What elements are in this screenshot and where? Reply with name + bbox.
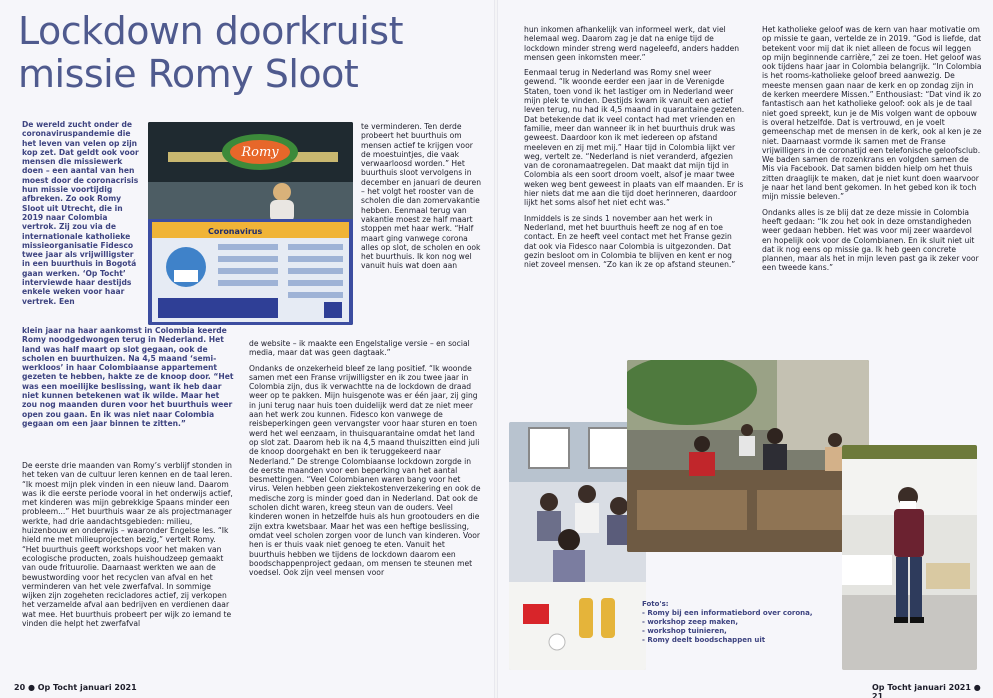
photo-groceries-image — [842, 445, 977, 670]
column-1-body: De eerste drie maanden van Romy’s verblijf stonden in het teken van de cultuur leren kennen en de taal leren. “Ik moest mijn plek vinden in een nieuw land. Daarom was ik die eerste periode vooral in het onderwijs actief, met kinderen was mijn gebrekkige Spaans minder een probleem...” Het buurthuis waar ze als projectmanager werkte, had drie aandachtsgebieden: milieu, huizenbouw en onderwijs – waaronder Engelse les. “Ik hield me met milieuprojecten bezig,” vertelt Romy. “Het buurthuis geeft workshops voor het maken van ecologische producten, zoals huishoudzeep gemaakt van oude frituurolie. Daarnaast werkten we aan de bewustwording voor het recyclen van afval en het verminderen van het vele zwerfafval. In sommige wijken zijn zogeheten recicladores actief, zij verkopen het verzamelde afval aan bedrijven en verdienen daar wat mee. Het buurthuis probeert per wijk zo iemand te vinden die helpt het zwerfafval — [22, 461, 233, 629]
intro-text-wide: klein jaar na haar aankomst in Colombia keerde Romy noodgedwongen terug in Nederland. Het land was half maart op slot gegaan, ook de scholen en buurthuizen. Na 4,5 maand ‘semi-werkloos’ in haar Colombiaanse appartement gezeten te hebben, hakte ze de knoop door. “Het was een moeilijke beslissing, want ik heb daar niet kunnen betekenen wat ik wilde. Maar het zou nog maanden duren voor het buurthuis weer open zou gaan. En ik was niet naar Colombia gegaan om een jaar binnen te zitten.” — [22, 326, 234, 428]
photo-workshop-soap — [509, 422, 646, 670]
photo-workshop-soap-image — [509, 422, 646, 670]
caption-item: - Romy deelt boodschappen uit — [642, 636, 766, 644]
photo-board-title: Coronavirus — [208, 227, 263, 236]
article-title — [18, 10, 488, 96]
page-gutter — [494, 0, 498, 698]
page-number-left: 20 — [14, 683, 26, 692]
photo-workshop-garden — [627, 360, 869, 552]
footer-left-text: Op Tocht januari 2021 — [37, 683, 137, 692]
caption-heading: Foto's: — [642, 600, 669, 608]
intro-text-narrow: De wereld zucht onder de coronaviruspandemie die het leven van velen op zijn kop zet. Dat geldt ook voor mensen die missiewerk doen – een aantal van hen moest door de coronacrisis hun missie voortijdig afbreken. Zo ook Romy Sloot uit Utrecht, die in 2019 naar Colombia vertrok. Zij zou via de internationale katholieke missieorganisatie Fidesco twee jaar als vrijwilligster in een buurthuis in Bogotá gaan werken. ‘Op Tocht’ interviewde haar destijds enkele weken voor haar vertrek. Een — [22, 120, 139, 306]
page-number-right: 21 — [872, 692, 884, 698]
photo-captions — [642, 600, 847, 645]
caption-item: - workshop tuinieren, — [642, 627, 727, 635]
column-2-top: te verminderen. Ten derde probeert het buurthuis om mensen actief te krijgen voor de moestuintjes, die vaak verwaarloosd worden.” Het buurthuis sloot vervolgens in december en januari de deuren – het volgt het rooster van de scholen die dan zomervakantie hebben. Eenmaal terug van vakantie moest ze half maart stoppen met haar werk. “Half maart ging vanwege corona alles op slot, de scholen en ook het buurthuis. Ik kon nog wel vanuit huis wat doen aan — [361, 122, 482, 271]
column-4: Het katholieke geloof was de kern van haar motivatie om op missie te gaan, vertelde ze in 2019. “God is liefde, dat betekent voor mij dat ik niet alleen de focus wil leggen op mijn beginnende carrière,” zei ze toen. Het geloof was ook tijdens haar jaar in Colombia belangrijk. “In Colombia is het rooms-katholieke geloof breed aanwezig. De meeste mensen gaan naar de kerk en op zondag zijn in de kerken meerdere Missen.” Enthousiast: “Dat vind ik zo fantastisch aan het katholieke geloof: ook als je de taal niet goed spreekt, kun je de Mis volgen want de opbouw is overal hetzelfde. Dat is vertrouwd, en je voelt gemeenschap met de mensen in de kerk, ook al ken je ze niet. Daarnaast vormde ik samen met de Franse vrijwilligers in de coronatijd een telefonische geloofsclub. We baden samen de rozenkrans en volgden samen de Mis via Facebook. Dat samen bidden hielp om het thuis zitten draaglijk te maken, dat je niet kunt doen waarvoor je naar het land bent gekomen. In het gebed kon ik toch mijn missie beleven.” Ondanks alles is ze blij dat ze deze missie in Colombia heeft gedaan: “Ik zou het ook in deze omstandigheden weer gedaan hebben. Het was voor mij zeer waardevol en hopelijk ook voor de Colombianen. En ik sluit niet uit dat ik nog eens op missie ga. Ik heb geen concrete plannen, maar als het in mijn leven past ga ik zeker voor een tweede kans.” — [762, 25, 982, 273]
title-line-1: Lockdown doorkruist — [18, 9, 403, 53]
photo-groceries — [842, 445, 977, 670]
footer-right-text: Op Tocht januari 2021 — [872, 683, 971, 692]
title-line-2: missie Romy Sloot — [18, 52, 359, 96]
column-2-middle: de website – ik maakte een Engelstalige versie – en social media, maar dat was geen dagtaak.” Ondanks de onzekerheid bleef ze lang positief. “Ik woonde samen met een Franse vrijwilligster en ik zou twee jaar in Colombia zijn, dus ik verwachtte na de lockdown de draad weer op te pakken. Mijn huisgenote was er één jaar, zij ging in juni terug naar huis toen duidelijk werd dat ze niet meer aan het werk zou kunnen. Fidesco kon vanwege de reisbeperkingen geen vervangster voor haar sturen en toen werd het wel eenzaam, in thuisquarantaine omdat het land op slot zat. Daarom heb ik na 4,5 maand thuiszitten eind juli de knoop doorgehakt en ben ik teruggekeerd naar Nederland.” De strenge Colombiaanse lockdown zorgde in de eerste maanden voor een beperking van het aantal besmettingen. “Veel Colombianen waren bang voor het virus. Velen hebben geen ziektekostenverzekering en ook de medische zorg is minder goed dan in Nederland. Dat ook de scholen dicht waren, kreeg steun van de ouders. Veel kinderen wonen in hetzelfde huis als hun grootouders en die zijn extra kwetsbaar. Maar het was een heftige beslissing, omdat veel scholen zorgen voor de lunch van kinderen. Voor hen is er thuis vaak niet genoeg te eten. Vanuit het buurthuis hebben we tijdens de lockdown daarom een boodschappenproject gedaan, om mensen te steunen met voedsel. Ook zijn veel mensen voor — [249, 339, 481, 578]
bullet-icon: ● — [27, 683, 35, 692]
caption-item: - workshop zeep maken, — [642, 618, 739, 626]
footer-right — [872, 683, 993, 698]
photo-romy-infoboard-image — [148, 122, 353, 325]
footer-left — [14, 683, 137, 692]
photo-romy-infoboard — [148, 122, 353, 325]
caption-item: - Romy bij een informatiebord over corona, — [642, 609, 813, 617]
column-3: hun inkomen afhankelijk van informeel werk, dat viel helemaal weg. Daarom zag je dat na enige tijd de lockdown minder streng werd nageleefd, anders hadden mensen geen inkomsten meer.” Eenmaal terug in Nederland was Romy snel weer gewend. “Ik woonde eerder een jaar in de Verenigde Staten, toen vond ik het lastiger om in Nederland weer mijn plek te vinden. Destijds kwam ik vanuit een actief leven terug, nu had ik 4,5 maand in quarantaine gezeten. Dat betekende dat ik veel contact had met vrienden en familie, meer dan wanneer ik in het buurthuis druk was geweest. Daardoor kon ik met iedereen op afstand meeleven en zij met mij.” Haar tijd in Colombia lijkt ver weg, vertelt ze. “Nederland is niet veranderd, afgezien van de coronamaatregelen. Dat maakt dat mijn tijd in Colombia als een soort droom voelt, alsof je maar twee weken weg bent geweest in plaats van elf maanden. Er is hier niets dat me aan die tijd doet herinneren, daardoor lijkt het soms alsof het niet echt was.” Inmiddels is ze sinds 1 november aan het werk in Nederland, met het buurthuis heeft ze nog af en toe contact. En ze heeft veel contact met het Franse gezin dat ook via Fidesco naar Colombia is uitgezonden. Dat gezin besloot om in Colombia te blijven en kent er nog niet zoveel mensen. “Zo kan ik ze op afstand steunen.” — [524, 25, 745, 270]
photo-sign-text: Romy — [241, 145, 279, 160]
bullet-icon: ● — [973, 683, 981, 692]
photo-workshop-garden-image — [627, 360, 869, 552]
